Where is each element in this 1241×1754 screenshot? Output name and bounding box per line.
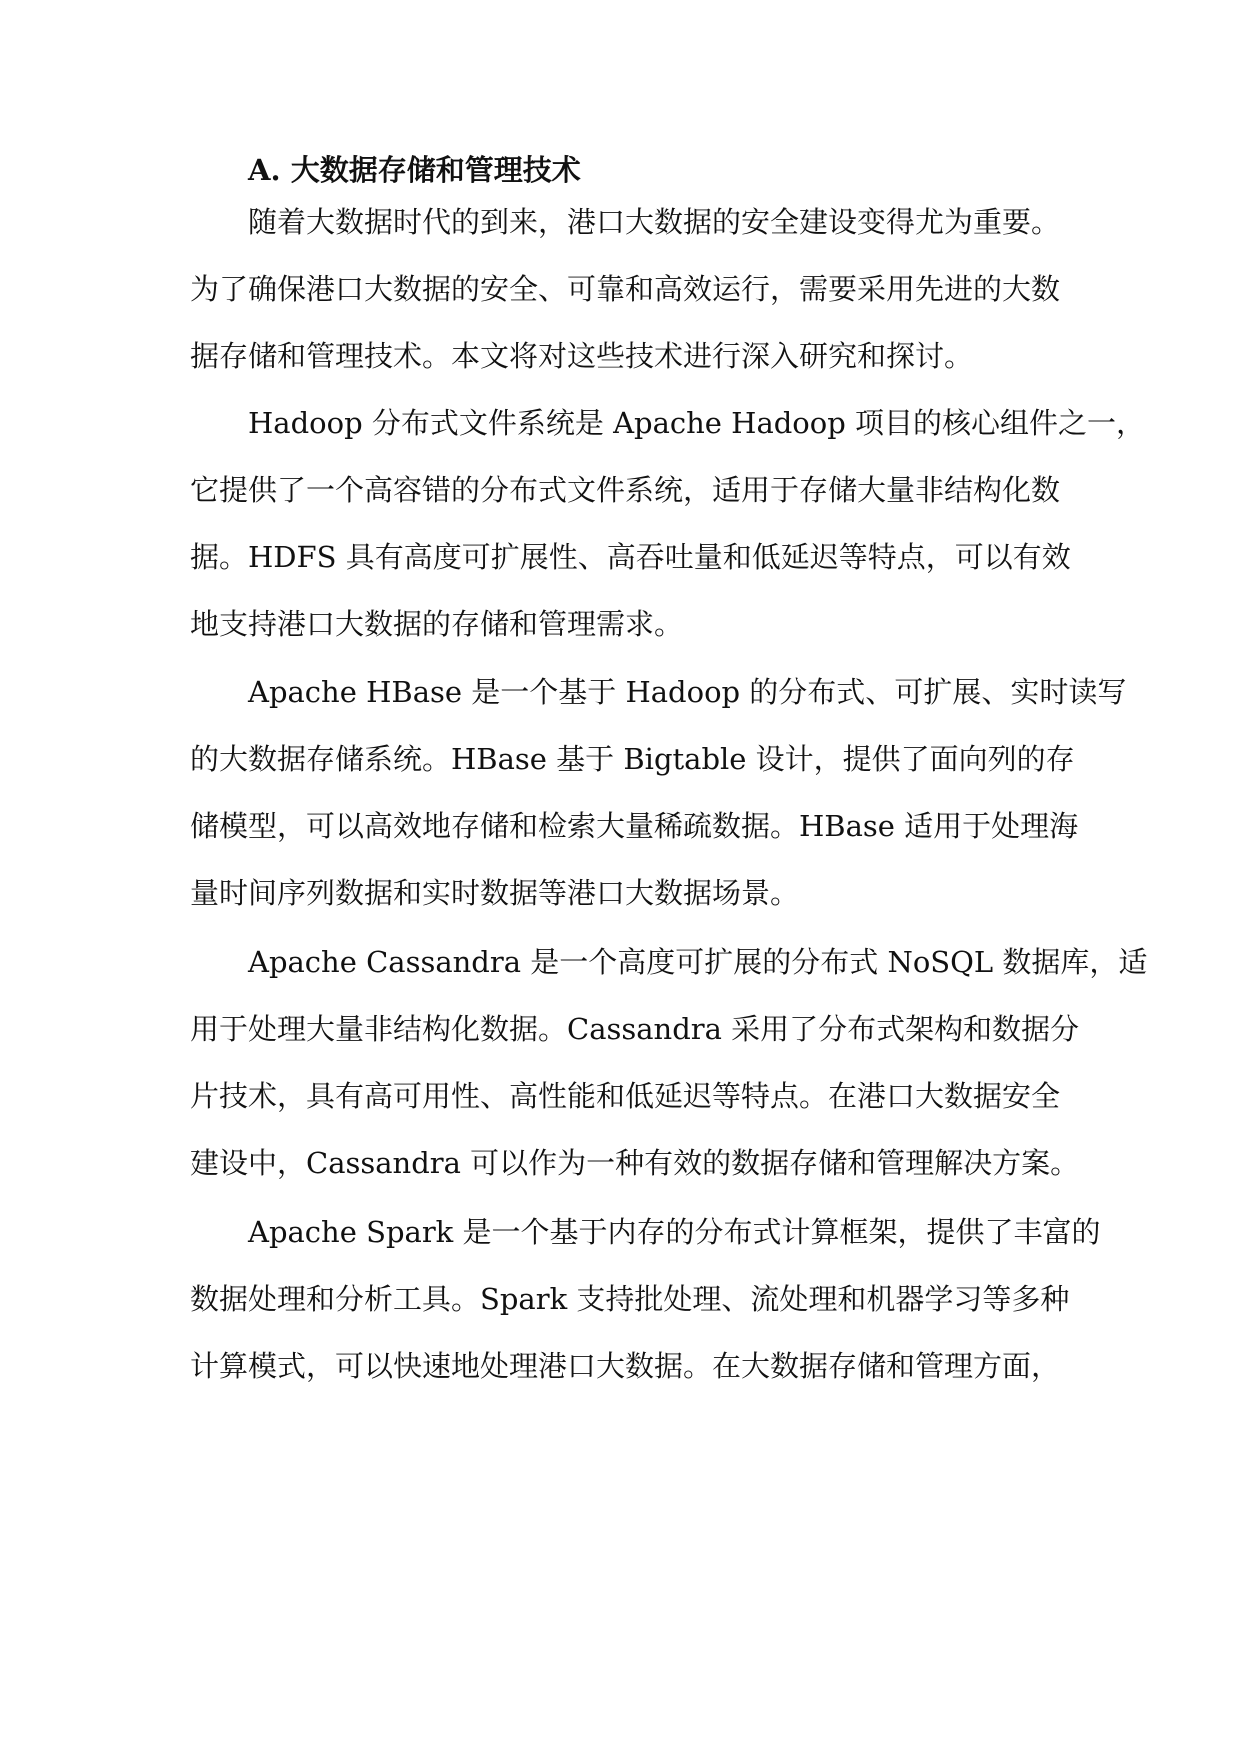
paragraph-line: 用于处理大量非结构化数据。Cassandra 采用了分布式架构和数据分: [190, 1012, 1080, 1046]
paragraph-line: 量时间序列数据和实时数据等港口大数据场景。: [190, 876, 800, 910]
paragraph-line: 计算模式，可以快速地处理港口大数据。在大数据存储和管理方面，: [190, 1349, 1061, 1383]
paragraph-line: 数据处理和分析工具。Spark 支持批处理、流处理和机器学习等多种: [190, 1282, 1070, 1316]
paragraph-line: 建设中，Cassandra 可以作为一种有效的数据存储和管理解决方案。: [190, 1146, 1080, 1180]
paragraph-line: Apache HBase 是一个基于 Hadoop 的分布式、可扩展、实时读写: [248, 675, 1127, 709]
paragraph-line: 据。HDFS 具有高度可扩展性、高吞吐量和低延迟等特点，可以有效: [190, 540, 1071, 574]
paragraph-line: 片技术，具有高可用性、高性能和低延迟等特点。在港口大数据安全: [190, 1079, 1061, 1113]
paragraph-line: 储模型，可以高效地存储和检索大量稀疏数据。HBase 适用于处理海: [190, 809, 1079, 843]
paragraph-line: 随着大数据时代的到来，港口大数据的安全建设变得尤为重要。: [248, 205, 1061, 239]
paragraph-line: 为了确保港口大数据的安全、可靠和高效运行，需要采用先进的大数: [190, 272, 1061, 306]
paragraph-line: 地支持港口大数据的存储和管理需求。: [190, 607, 684, 641]
paragraph-line: 的大数据存储系统。HBase 基于 Bigtable 设计，提供了面向列的存: [190, 742, 1075, 776]
paragraph-line: Hadoop 分布式文件系统是 Apache Hadoop 项目的核心组件之一，: [248, 406, 1146, 440]
section-heading: A. 大数据存储和管理技术: [248, 153, 581, 187]
paragraph-line: Apache Cassandra 是一个高度可扩展的分布式 NoSQL 数据库，适: [248, 945, 1148, 979]
paragraph-line: 据存储和管理技术。本文将对这些技术进行深入研究和探讨。: [190, 339, 974, 373]
paragraph-line: Apache Spark 是一个基于内存的分布式计算框架，提供了丰富的: [248, 1215, 1101, 1249]
paragraph-line: 它提供了一个高容错的分布式文件系统，适用于存储大量非结构化数: [190, 473, 1061, 507]
